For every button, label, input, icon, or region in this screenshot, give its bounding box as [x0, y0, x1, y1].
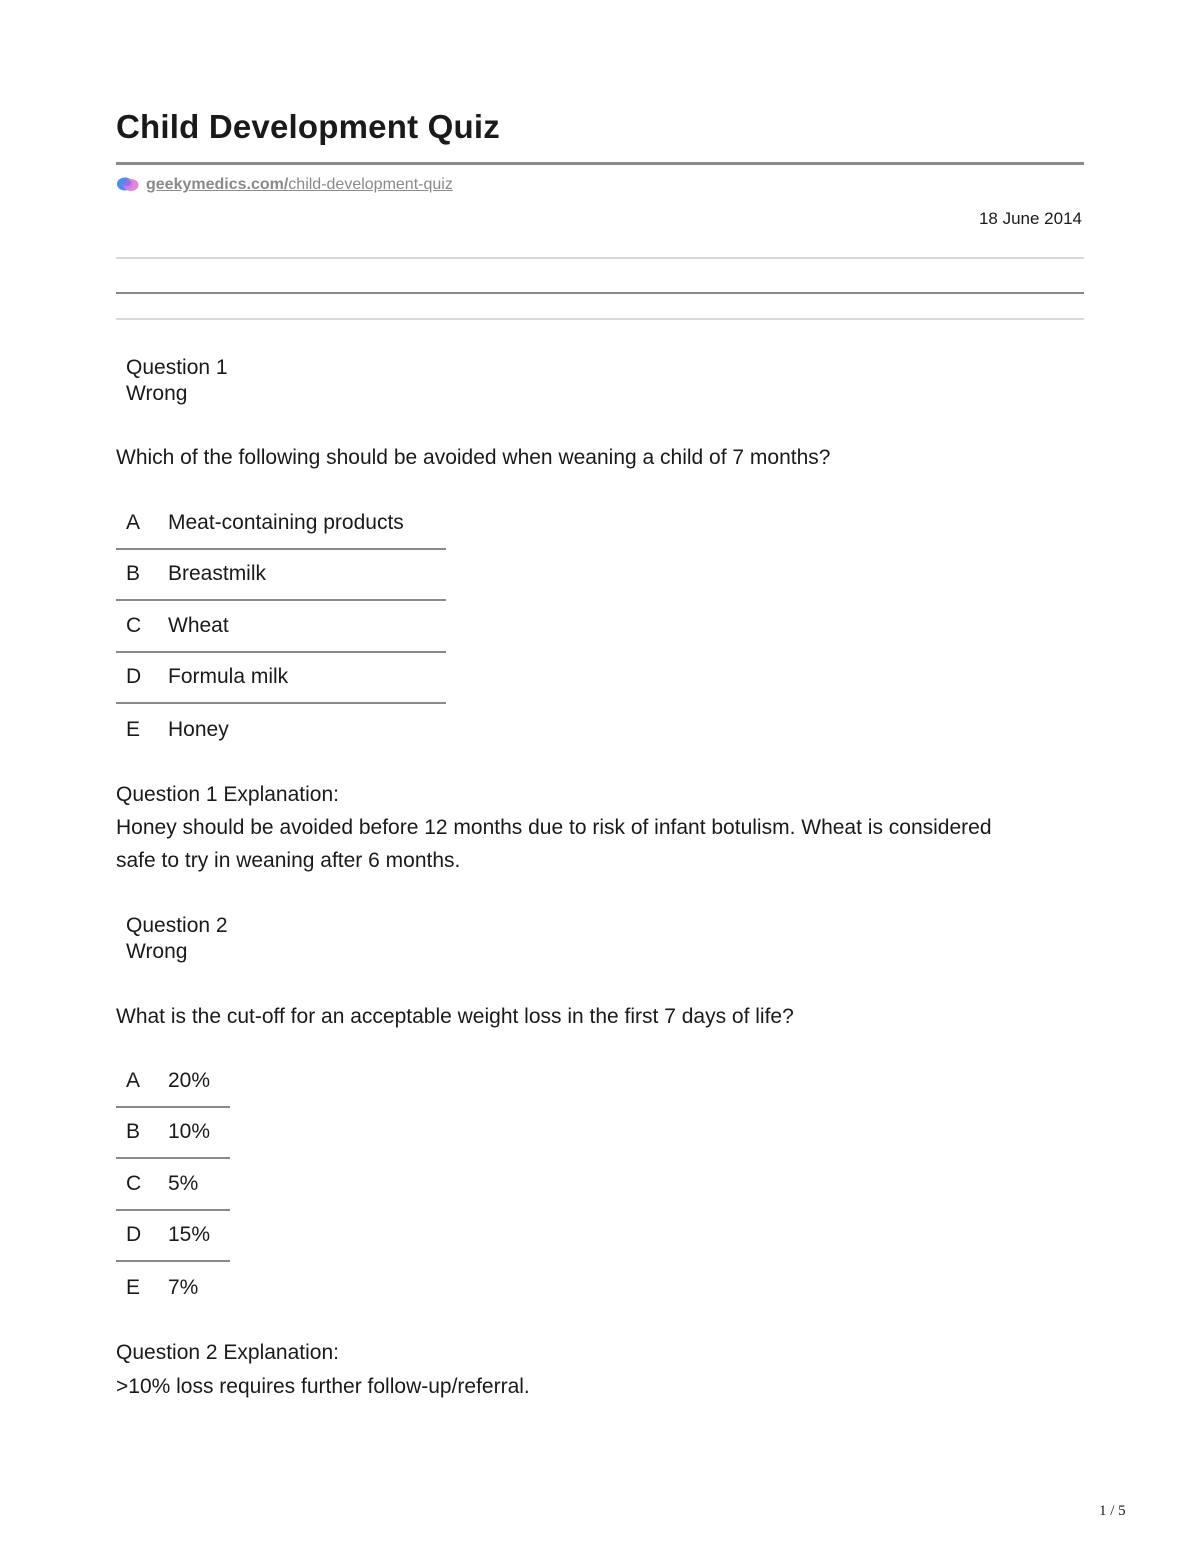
answer-letter: D — [126, 1223, 142, 1247]
answer-text: Formula milk — [168, 665, 289, 689]
question-2-explanation-label: Question 2 Explanation: — [116, 1341, 339, 1364]
question-status: Wrong — [126, 382, 188, 405]
answer-option[interactable] — [116, 1108, 230, 1160]
question-status: Wrong — [126, 940, 188, 963]
answer-option[interactable] — [116, 498, 446, 550]
answer-letter: A — [126, 1068, 141, 1092]
answer-letter: C — [126, 613, 142, 637]
question-1-header — [126, 355, 228, 407]
question-number: Question 2 — [126, 914, 228, 937]
answer-letter: C — [126, 1171, 142, 1195]
answer-text: 7% — [168, 1275, 199, 1299]
source-link[interactable] — [146, 176, 453, 194]
title-divider — [116, 162, 1084, 165]
divider — [116, 257, 1084, 259]
question-1-answers — [116, 498, 446, 756]
answer-letter: E — [126, 1275, 141, 1299]
answer-letter: B — [126, 562, 141, 586]
answer-option[interactable] — [116, 550, 446, 602]
answer-text: 15% — [168, 1223, 211, 1247]
answer-text: 20% — [168, 1068, 211, 1092]
answer-option[interactable] — [116, 1262, 230, 1314]
question-2-header — [126, 913, 228, 965]
divider — [116, 318, 1084, 320]
answer-option[interactable] — [116, 1159, 230, 1211]
divider — [116, 292, 1084, 294]
answer-text: Meat-containing products — [168, 510, 404, 534]
question-2-answers — [116, 1056, 230, 1314]
answer-text: Wheat — [168, 613, 229, 637]
question-1-explanation-label: Question 1 Explanation: — [116, 783, 339, 806]
brain-logo-icon — [116, 175, 146, 195]
answer-text: Breastmilk — [168, 562, 267, 586]
document-date: 18 June 2014 — [978, 209, 1082, 228]
source-path: child-development-quiz — [288, 176, 453, 193]
answer-letter: A — [126, 510, 141, 534]
answer-option[interactable] — [116, 1056, 230, 1108]
answer-option[interactable] — [116, 653, 446, 705]
answer-option[interactable] — [116, 601, 446, 653]
answer-letter: B — [126, 1120, 141, 1144]
source-host: geekymedics.com/ — [146, 176, 289, 193]
answer-letter: E — [126, 717, 141, 741]
answer-option[interactable] — [116, 1211, 230, 1263]
question-number: Question 1 — [126, 356, 228, 379]
page-number: 1 / 5 — [1099, 1503, 1126, 1519]
question-1-prompt: Which of the following should be avoided when weaning a child of 7 months? — [116, 446, 831, 469]
page-title: Child Development Quiz — [116, 108, 500, 145]
question-2-explanation: >10% loss requires further follow-up/referral. — [116, 1375, 530, 1398]
question-1-explanation: Honey should be avoided before 12 months due to risk of infant botulism. Wheat is considered safe to try in weaning after 6 months. — [116, 816, 992, 872]
answer-text: 10% — [168, 1120, 211, 1144]
source-line — [116, 173, 453, 197]
question-2-prompt: What is the cut-off for an acceptable weight loss in the first 7 days of life? — [116, 1005, 794, 1028]
answer-letter: D — [126, 665, 142, 689]
answer-option[interactable] — [116, 704, 446, 756]
answer-text: 5% — [168, 1171, 199, 1195]
answer-text: Honey — [168, 717, 229, 741]
